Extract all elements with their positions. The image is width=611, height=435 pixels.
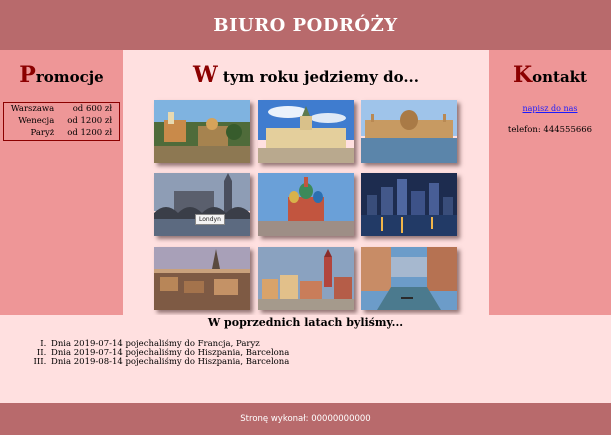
promotions-panel <box>0 50 123 315</box>
gallery-photo-park-guell[interactable] <box>154 100 250 163</box>
promotions-heading <box>0 62 123 88</box>
footer-credit: Stronę wykonał: 00000000000 <box>240 414 371 424</box>
footer <box>0 403 611 435</box>
gallery-photo-venice[interactable] <box>361 247 457 310</box>
table-row <box>5 104 118 115</box>
main-content <box>123 50 489 315</box>
photo-tooltip: Londyn <box>195 214 225 225</box>
promo-price: od 600 zł <box>72 104 113 114</box>
promo-city: Warszawa <box>10 104 55 114</box>
contact-email-link[interactable]: napisz do nas <box>522 104 578 113</box>
promo-city: Wenecja <box>18 116 55 126</box>
promo-price: od 1200 zł <box>67 128 113 138</box>
history-section <box>0 315 611 403</box>
main-heading-initial: W <box>192 62 218 88</box>
contact-heading-initial: K <box>512 62 533 88</box>
contact-heading-rest: ontakt <box>532 68 587 86</box>
list-item: I. Dnia 2019-07-14 pojechaliśmy do Francja, Paryz <box>49 340 611 349</box>
list-item: III. Dnia 2019-08-14 pojechaliśmy do Hiszpania, Barcelona <box>49 358 611 367</box>
table-row <box>5 128 118 139</box>
gallery-photo-paris[interactable] <box>154 247 250 310</box>
gallery-photo-parliament[interactable] <box>361 100 457 163</box>
table-row <box>5 116 118 127</box>
gallery-photo-st-basil[interactable] <box>258 173 354 236</box>
gallery-photo-warsaw[interactable] <box>258 247 354 310</box>
history-heading: W poprzednich latach byliśmy... <box>207 316 404 329</box>
promotions-table <box>3 102 120 141</box>
page-title: BIURO PODRÓŻY <box>213 14 398 36</box>
gallery-photo-palace[interactable] <box>258 100 354 163</box>
contact-phone: telefon: 444555666 <box>507 125 593 135</box>
contact-heading <box>489 62 611 88</box>
gallery-photo-night-city[interactable] <box>361 173 457 236</box>
promotions-heading-rest: romocje <box>35 68 104 86</box>
main-heading <box>123 62 489 88</box>
promo-city: Paryż <box>30 128 55 138</box>
header <box>0 0 611 50</box>
list-item: II. Dnia 2019-07-14 pojechaliśmy do Hiszpania, Barcelona <box>49 349 611 358</box>
main-heading-rest: tym roku jedziemy do... <box>217 68 420 86</box>
promo-price: od 1200 zł <box>67 116 113 126</box>
gallery-photo-london[interactable] <box>154 173 250 236</box>
promotions-heading-initial: P <box>19 62 36 88</box>
history-list <box>49 340 611 367</box>
contact-panel <box>489 50 611 315</box>
